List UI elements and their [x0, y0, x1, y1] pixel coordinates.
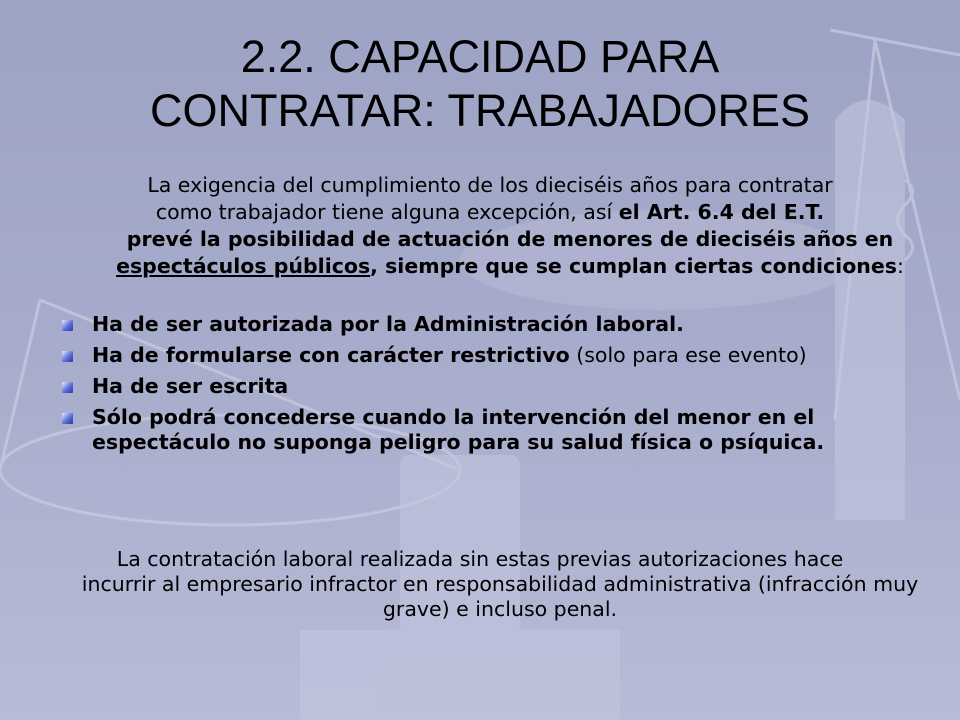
condition-bold: Ha de formularse con carácter restrictivo [92, 343, 570, 367]
intro-rest-bold-2: , siempre que se cumplan ciertas condiciones [370, 254, 897, 278]
list-item [60, 405, 920, 455]
condition-bold: Ha de ser autorizada por la Administración laboral. [92, 312, 684, 336]
closing-paragraph [40, 547, 920, 622]
slide-title [40, 30, 920, 138]
title-line-1: 2.2. CAPACIDAD PARA [240, 31, 720, 82]
closing-line-1: La contratación laboral realizada sin estas previas autorizaciones hace [116, 547, 844, 571]
intro-rest-colon: : [897, 254, 904, 278]
condition-bold: Sólo podrá concederse cuando la intervención del menor en el espectáculo no suponga peligro para su salud física o psíquica. [92, 405, 825, 454]
public-shows-term: espectáculos públicos [116, 254, 371, 278]
condition-bold: Ha de ser escrita [92, 374, 289, 398]
list-item [60, 374, 920, 399]
conditions-list [60, 312, 920, 461]
intro-rest-bold-1: prevé la posibilidad de actuación de menores de dieciséis años en [126, 227, 894, 251]
intro-line-2-plain: como trabajador tiene alguna excepción, así [155, 200, 619, 224]
intro-line-2 [70, 199, 910, 226]
title-line-2: CONTRATAR: TRABAJADORES [149, 85, 811, 136]
intro-paragraph [70, 172, 910, 280]
intro-line-1: La exigencia del cumplimiento de los dieciséis años para contratar [147, 173, 833, 197]
square-bullet-icon [62, 351, 73, 362]
list-item [60, 343, 920, 368]
article-reference: el Art. 6.4 del E.T. [618, 200, 825, 224]
condition-plain: (solo para ese evento) [569, 343, 807, 367]
square-bullet-icon [62, 413, 73, 424]
closing-rest: incurrir al empresario infractor en responsabilidad administrativa (infracción muy grave) e incluso penal. [81, 572, 919, 621]
intro-rest [70, 226, 910, 280]
square-bullet-icon [62, 320, 73, 331]
square-bullet-icon [62, 382, 73, 393]
list-item [60, 312, 920, 337]
